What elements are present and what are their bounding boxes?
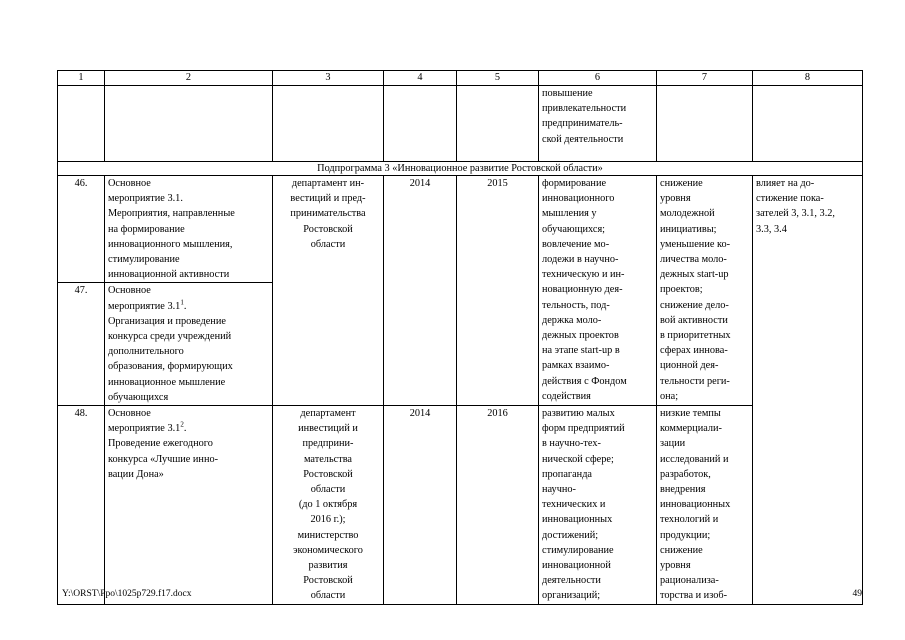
row-number: 48. xyxy=(58,406,105,605)
file-path: Y:\ORST\Ppo\1025p729.f17.docx xyxy=(62,589,192,599)
table-row xyxy=(58,406,863,605)
continuation-row xyxy=(58,86,863,162)
end-year: 2016 xyxy=(457,406,539,605)
consequences: низкие темпы коммерциали- зации исследований и разработок, внедрения инновационных технологий и продукции; снижение уровня рационализа- торства и изоб- xyxy=(657,406,753,605)
consequences: снижение уровня молодежной инициативы; уменьшение ко- личества моло- дежных start-up проектов; снижение дело- вой активности в приоритетных сферах иннова- ционной дея- тельности реги- она; xyxy=(657,176,753,406)
column-number-row xyxy=(58,71,863,86)
indicators-link: влияет на до- стижение пока- зателей 3, 3.1, 3.2, 3.3, 3.4 xyxy=(753,176,863,605)
measure-name: Основное мероприятие 3.1. Мероприятия, направленные на формирование инновационного мышления, стимулирование инновационной активности xyxy=(105,176,273,283)
page-number: 49 xyxy=(852,589,862,599)
row-number: 47. xyxy=(58,283,105,406)
start-year: 2014 xyxy=(384,406,457,605)
column-number: 8 xyxy=(753,71,863,86)
expected-result: формирование инновационного мышления у обучающихся; вовлечение мо- лодежи в научно- техническую и ин- новационную дея- тельность, под- держка моло- дежных проектов на этапе start-up в рамках взаимо- действия с Фондом содействия xyxy=(539,176,657,406)
table-row xyxy=(58,176,863,283)
continuation-consequence: повышение привлекательности предприниматель- ской деятельности xyxy=(539,86,657,162)
measure-name: Основное мероприятие $3.1^2$. Проведение ежегодного конкурса «Лучшие инно- вации Дона» xyxy=(105,406,273,605)
end-year: 2015 xyxy=(457,176,539,406)
column-number: 1 xyxy=(58,71,105,86)
column-number: 4 xyxy=(384,71,457,86)
subprogram-row xyxy=(58,162,863,176)
subprogram-title: Подпрограмма 3 «Инновационное развитие Ростовской области» xyxy=(58,162,863,176)
row-number: 46. xyxy=(58,176,105,283)
program-table xyxy=(57,70,863,605)
expected-result: развитию малых форм предприятий в научно-тех- нической сфере; пропаганда научно- технических и инновационных достижений; стимулирование инновационной деятельности организаций; xyxy=(539,406,657,605)
executor: департамент ин- вестиций и пред- принимательства Ростовской области xyxy=(273,176,384,406)
column-number: 2 xyxy=(105,71,273,86)
column-number: 3 xyxy=(273,71,384,86)
start-year: 2014 xyxy=(384,176,457,406)
column-number: 5 xyxy=(457,71,539,86)
measure-name: Основное мероприятие $3.1^1$. Организация и проведение конкурса среди учреждений дополнительного образования, формирующих инновационное мышление обучающихся xyxy=(105,283,273,406)
executor: департамент инвестиций и предприни- мательства Ростовской области (до 1 октября 2016 г.); министерство экономического развития Ростовской области xyxy=(273,406,384,605)
column-number: 6 xyxy=(539,71,657,86)
column-number: 7 xyxy=(657,71,753,86)
